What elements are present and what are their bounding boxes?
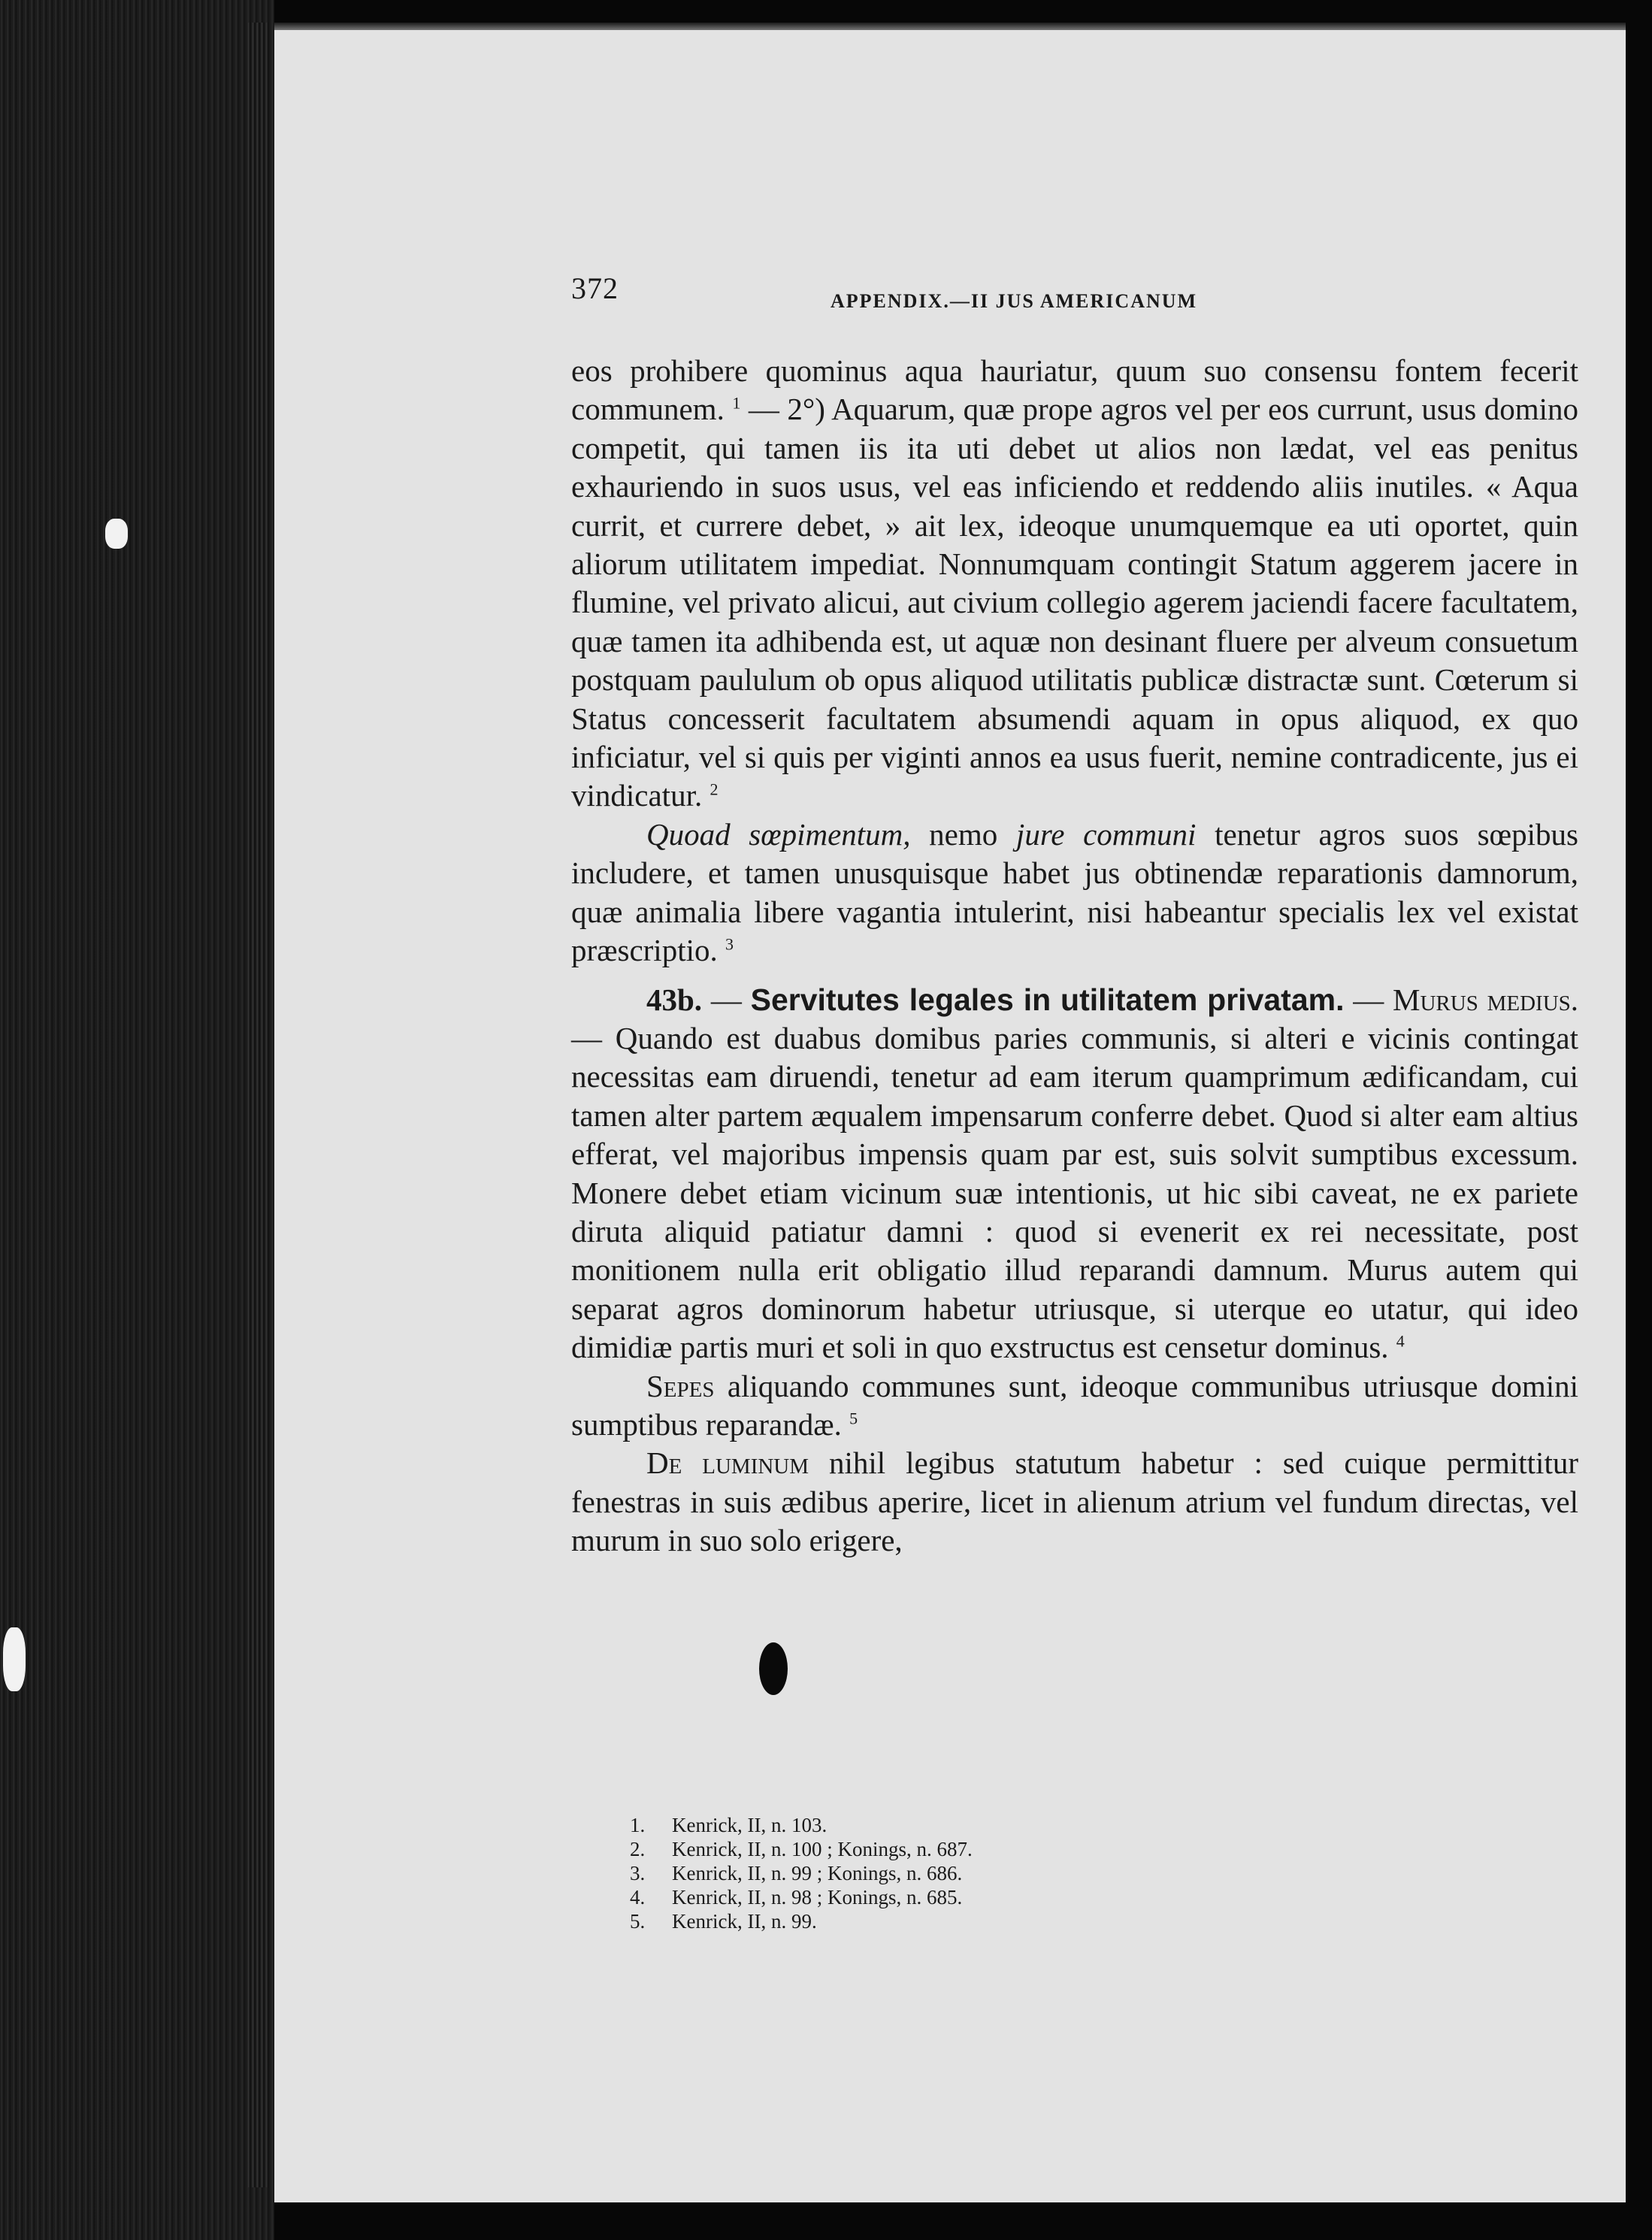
footnote-text: Kenrick, II, n. 99.: [672, 1910, 817, 1933]
footnote-number: 5.: [630, 1910, 646, 1933]
paragraph: [571, 816, 1578, 970]
footnote-number: 4.: [630, 1886, 646, 1909]
paragraph-text: nihil legibus statutum habetur : sed cuique permittitur fenestras in suis ædibus aperire, licet in alienum atrium vel fundum directas, vel murum in suo solo erigere,: [571, 1445, 1578, 1558]
page-header: [571, 271, 1578, 316]
page-number: 372: [571, 271, 619, 305]
small-caps-term: De: [646, 1445, 682, 1481]
paragraph: [571, 981, 1578, 1367]
footnote: [630, 1909, 1306, 1933]
dash: —: [1344, 982, 1393, 1017]
body-text: [571, 352, 1578, 1560]
footnote: [630, 1885, 1306, 1909]
footnote-text: Kenrick, II, n. 100 ; Konings, n. 687.: [672, 1838, 973, 1860]
small-caps-term: luminum: [702, 1445, 809, 1481]
footnotes: [630, 1813, 1306, 1933]
italic-term: Quoad sœpimentum,: [646, 816, 911, 852]
footnote-number: 1.: [630, 1814, 646, 1836]
footnote-number: 3.: [630, 1862, 646, 1884]
footnote-ref: 5: [849, 1409, 858, 1428]
footnote-text: Kenrick, II, n. 99 ; Konings, n. 686.: [672, 1862, 963, 1884]
paragraph-text: eos prohibere quominus aqua hauriatur, quum suo consensu fontem fecerit communem.: [571, 353, 1578, 427]
running-head: APPENDIX.—II JUS AMERICANUM: [831, 290, 1198, 312]
paragraph: [571, 1367, 1578, 1445]
paragraph-text: — Quando est duabus domibus paries communis, si alteri e vicinis contingat necessitas eam diruendi, tenetur ad eam iterum quamprimum ædificandam, cui tamen alter partem æqualem impensarum conferre debet. Quod si alter eam altius efferat, vel majoribus impensis quam par est, suis solvit sumptibus excessum. Monere debet etiam vicinum suæ intentionis, ut hic sibi caveat, ne ex pariete diruta aliquid patiatur damni : quod si evenerit ex rei necessitate, post monitionem nulla erit obligatio illud reparandi damnum. Murus autem qui separat agros dominorum habetur utriusque, si uterque eo utatur, qui ideo dimidiæ partis muri et soli in quo exstructus est censetur dominus.: [571, 1020, 1578, 1365]
paragraph-text: aliquando communes sunt, ideoque communibus utriusque domini sumptibus reparandæ.: [571, 1368, 1578, 1442]
paragraph: [571, 352, 1578, 816]
paragraph-text: nemo: [929, 816, 998, 852]
paragraph-text: tenetur agros suos sœpibus includere, et tamen unusquisque habet jus obtinendæ reparationis damnorum, quæ animalia libere vagantia intulerint, nisi habeantur specialis lex vel existat præscriptio.: [571, 816, 1578, 968]
paragraph-text: — 2°) Aquarum, quæ prope agros vel per eos currunt, usus domino competit, qui tamen iis ita uti debet ut alios non lædat, vel eas penitus exhauriendo in suos usus, vel eas inficiendo et reddendo aliis inutiles. « Aqua currit, et currere debet, » ait lex, ideoque unumquemque ea uti oportet, quin aliorum utilitatem impediat. Nonnumquam contingit Statum aggerem jacere in flumine, vel privato alicui, aut civium collegio agerem jaciendi facere facultatem, quæ tamen ita adhibenda est, ut aquæ non desinant fluere per alveum consuetum postquam paululum ob opus aliquod utilitatis publicæ distractæ sunt. Cœterum si Status concesserit facultatem absumendi aquam in opus aliquod, ex quo inficiatur, vel si quis per viginti annos ea usus fuerit, nemine contradicente, jus ei vindicatur.: [571, 392, 1579, 813]
paragraph: [571, 1444, 1578, 1560]
section-number: 43b.: [646, 982, 703, 1017]
footnote: [630, 1837, 1306, 1861]
ink-blot: [759, 1642, 788, 1695]
footnote-ref: 1: [732, 393, 741, 413]
dash: —: [702, 982, 751, 1017]
section-title: Servitutes legales in utilitatem privatam.: [750, 982, 1345, 1017]
binding-edge: [248, 23, 269, 2187]
scan-speck: [105, 519, 128, 549]
italic-term: jure communi: [1015, 816, 1197, 852]
small-caps-term: Murus medius.: [1393, 982, 1579, 1017]
footnote: [630, 1813, 1306, 1837]
footnote-ref: 2: [710, 779, 719, 799]
book-binding: [0, 0, 274, 2240]
scan-speck: [3, 1627, 26, 1691]
footnote-text: Kenrick, II, n. 103.: [672, 1814, 828, 1836]
footnote-ref: 3: [725, 934, 734, 954]
footnote-number: 2.: [630, 1838, 646, 1860]
footnote-ref: 4: [1396, 1331, 1405, 1351]
footnote: [630, 1861, 1306, 1885]
small-caps-term: Sepes: [646, 1368, 715, 1403]
footnote-text: Kenrick, II, n. 98 ; Konings, n. 685.: [672, 1886, 963, 1909]
